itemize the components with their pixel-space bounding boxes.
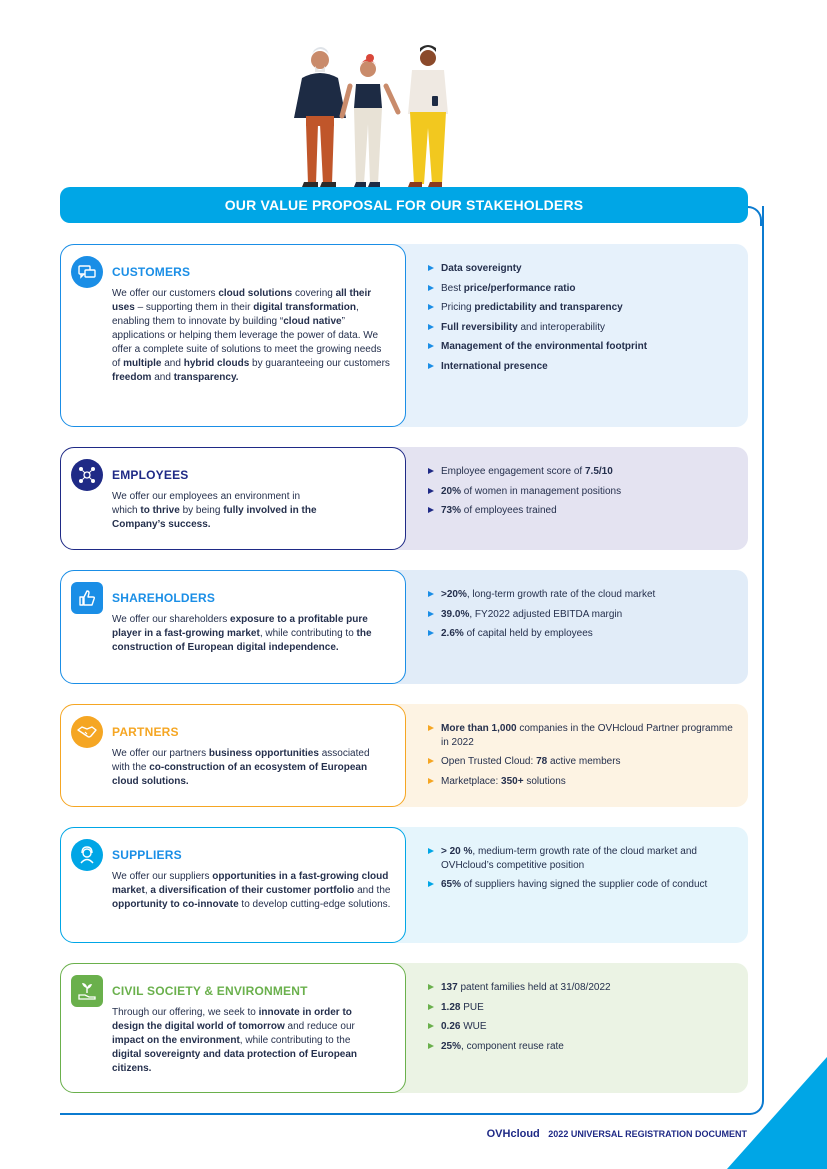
bullet-text	[441, 263, 522, 274]
text-run: WUE	[460, 1021, 487, 1033]
bullet-item	[428, 1001, 738, 1015]
text-run: to develop cutting-edge solutions.	[238, 899, 391, 910]
page-footer	[487, 1128, 747, 1140]
bullet-text	[441, 361, 548, 372]
bold-text: co-construction of an ecosystem of European cloud solutions.	[112, 762, 368, 787]
bold-text: 350+	[501, 775, 524, 787]
section-shareholders	[60, 570, 748, 684]
bold-text: 7.5/10	[584, 466, 613, 477]
text-run: and the	[354, 885, 391, 896]
bold-text: price/performance ratio	[463, 282, 576, 294]
text-run: , FY2022 adjusted EBITDA margin	[469, 608, 623, 620]
bullet-item	[428, 360, 738, 374]
bullet-text	[441, 302, 623, 313]
bold-text: opportunity to co-innovate	[112, 899, 239, 910]
bullet-item	[428, 588, 738, 602]
customers-title: CUSTOMERS	[112, 265, 191, 279]
bullet-item	[428, 262, 738, 276]
text-run: of suppliers having signed the supplier code of conduct	[461, 879, 708, 891]
section-partners	[60, 704, 748, 807]
text-run: covering	[292, 288, 336, 299]
bold-text: a diversification of their customer portfolio	[150, 885, 355, 896]
chat-bubbles-icon	[71, 256, 103, 288]
corner-decoration	[727, 1057, 827, 1169]
bold-text: opportunities in a fast-growing cloud market	[112, 871, 389, 896]
text-run: by being	[179, 505, 224, 516]
footer-brand: OVHcloud	[486, 1128, 540, 1140]
bullet-item	[428, 282, 738, 296]
employees-bullets	[428, 465, 738, 524]
bullet-text	[441, 486, 621, 497]
customers-card	[60, 244, 406, 427]
bold-text: cloud solutions	[218, 288, 293, 299]
shareholders-card	[60, 570, 406, 684]
suppliers-card	[60, 827, 406, 943]
text-run: of capital held by employees	[463, 628, 593, 640]
bold-text: freedom	[112, 372, 152, 383]
bullet-item	[428, 485, 738, 499]
bold-text: Full reversibility	[441, 321, 518, 333]
bullet-text	[441, 1041, 564, 1052]
text-run: , long-term growth rate of the cloud market	[466, 589, 656, 600]
text-run: , enabling them to innovate by building “	[112, 302, 359, 327]
bold-text: > 20 %	[441, 846, 473, 857]
page-title-banner	[60, 187, 748, 223]
bold-text: 2.6%	[441, 628, 464, 640]
text-run: and interoperability	[517, 321, 605, 333]
bold-text: 20%	[441, 485, 462, 497]
bullet-item	[428, 504, 738, 518]
bold-text: predictability and transparency	[474, 302, 623, 314]
partners-card	[60, 704, 406, 807]
text-run: of women in management positions	[461, 485, 622, 497]
bullet-text	[441, 756, 621, 767]
bullet-item	[428, 301, 738, 315]
section-civil-society	[60, 963, 748, 1093]
text-run: solutions	[523, 775, 566, 787]
civil-description	[112, 1006, 382, 1076]
bullet-item	[428, 775, 738, 789]
bold-text: 25%	[441, 1040, 462, 1052]
bold-text: Management of the environmental footprint	[441, 341, 648, 353]
bullet-text	[441, 322, 605, 333]
bold-text: the construction of European digital independence.	[112, 628, 372, 653]
bold-text: business opportunities	[208, 748, 319, 759]
bullet-text	[441, 879, 707, 890]
bold-text: innovate in order to design the digital world of tomorrow	[112, 1007, 352, 1032]
section-employees	[60, 447, 748, 550]
bullet-item	[428, 845, 738, 872]
text-run: active members	[547, 756, 621, 768]
text-run: companies in the OVHcloud Partner programme in 2022	[441, 723, 733, 748]
bold-text: transparency.	[173, 372, 239, 383]
bullet-text	[441, 283, 576, 294]
bold-text: cloud native	[283, 316, 342, 327]
bold-text: exposure to a profitable pure player in a fast-growing market	[112, 614, 368, 639]
bold-text: 39.0%	[441, 608, 470, 620]
employees-card	[60, 447, 406, 550]
bold-text: 137	[441, 982, 458, 993]
headset-person-icon	[71, 839, 103, 871]
bullet-item	[428, 321, 738, 335]
bullet-item	[428, 608, 738, 622]
bold-text: digital sovereignty and data protection of European citizens.	[112, 1049, 358, 1074]
section-customers	[60, 244, 748, 427]
bullet-text	[441, 341, 647, 352]
bold-text: More than 1,000	[441, 723, 517, 734]
footer-document-title: 2022 UNIVERSAL REGISTRATION DOCUMENT	[548, 1129, 747, 1139]
handshake-icon	[71, 716, 103, 748]
people-network-icon	[71, 459, 103, 491]
bullet-item	[428, 722, 738, 749]
stakeholders-illustration	[280, 40, 470, 190]
bullet-item	[428, 878, 738, 892]
civil-card	[60, 963, 406, 1093]
text-run: Pricing	[441, 302, 475, 314]
customers-description	[112, 287, 392, 385]
bullet-text	[441, 628, 593, 639]
bullet-item	[428, 465, 738, 479]
bold-text: 1.28	[441, 1001, 461, 1013]
text-run: Through our offering, we seek to	[112, 1007, 259, 1018]
text-run: – supporting them in their	[134, 302, 254, 313]
text-run: associated with the	[112, 748, 370, 773]
employees-description	[112, 490, 322, 532]
shareholders-bullets	[428, 588, 738, 647]
text-run: ,	[144, 885, 151, 896]
text-run: , component reuse rate	[461, 1040, 564, 1052]
bullet-item	[428, 627, 738, 641]
bullet-item	[428, 1040, 738, 1054]
text-run: Employee engagement score of	[441, 466, 585, 477]
suppliers-title: SUPPLIERS	[112, 848, 182, 862]
suppliers-bullets	[428, 845, 738, 898]
bullet-text	[441, 609, 622, 620]
bold-text: International presence	[441, 360, 548, 372]
bold-text: 78	[536, 756, 548, 768]
bold-text: 0.26	[441, 1021, 461, 1033]
bold-text: Data sovereignty	[441, 263, 522, 274]
thumbs-up-icon	[71, 582, 103, 614]
bullet-text	[441, 846, 697, 871]
bullet-text	[441, 982, 611, 993]
text-run: , while contributing to the	[239, 1035, 351, 1046]
text-run: of employees trained	[461, 505, 557, 517]
plant-hand-icon	[71, 975, 103, 1007]
text-run: Best	[441, 282, 464, 294]
civil-bullets	[428, 981, 738, 1059]
bullet-item	[428, 1020, 738, 1034]
section-suppliers	[60, 827, 748, 943]
text-run: Marketplace:	[441, 775, 502, 787]
bold-text: all their uses	[112, 288, 372, 313]
text-run: and	[151, 372, 174, 383]
text-run: We offer our customers	[112, 288, 219, 299]
text-run: patent families held at 31/08/2022	[457, 982, 611, 993]
text-run: We offer our shareholders	[112, 614, 231, 625]
bullet-item	[428, 981, 738, 995]
bullet-text	[441, 723, 733, 748]
text-run: , medium-term growth rate of the cloud market and OVHcloud’s competitive position	[441, 846, 697, 871]
bullet-item	[428, 755, 738, 769]
bold-text: >20%	[441, 589, 467, 600]
bold-text: hybrid clouds	[183, 358, 250, 369]
text-run: and reduce our	[284, 1021, 355, 1032]
bullet-text	[441, 505, 557, 516]
text-run: Open Trusted Cloud:	[441, 756, 537, 768]
customers-bullets	[428, 262, 738, 380]
text-run: We offer our employees an environment in which	[112, 491, 301, 516]
partners-bullets	[428, 722, 738, 794]
bold-text: to thrive	[140, 505, 180, 516]
text-run: , while contributing to	[259, 628, 357, 639]
partners-title: PARTNERS	[112, 725, 179, 739]
employees-title: EMPLOYEES	[112, 468, 189, 482]
bullet-text	[441, 1021, 487, 1032]
text-run: ” applications or helping them leverage the power of data. We offer a complete suite of solutions to meet the growing needs of	[112, 316, 382, 369]
page-title: OUR VALUE PROPOSAL FOR OUR STAKEHOLDERS	[224, 197, 584, 213]
text-run: We offer our suppliers	[112, 871, 213, 882]
civil-title: CIVIL SOCIETY & ENVIRONMENT	[112, 984, 308, 998]
bold-text: 65%	[441, 879, 462, 891]
suppliers-description	[112, 870, 392, 912]
bullet-text	[441, 466, 613, 477]
text-run: and	[161, 358, 184, 369]
bullet-text	[441, 1002, 484, 1013]
bold-text: digital transformation	[253, 302, 356, 313]
bullet-text	[441, 589, 655, 600]
partners-description	[112, 747, 387, 789]
bold-text: impact on the environment	[112, 1035, 240, 1046]
bold-text: multiple	[123, 358, 162, 369]
bullet-text	[441, 776, 566, 787]
bold-text: fully involved in the Company’s success.	[112, 505, 317, 530]
text-run: PUE	[460, 1001, 484, 1013]
shareholders-title: SHAREHOLDERS	[112, 591, 216, 605]
bullet-item	[428, 340, 738, 354]
bold-text: 73%	[441, 505, 462, 517]
shareholders-description	[112, 613, 392, 655]
text-run: We offer our partners	[112, 748, 209, 759]
text-run: by guaranteeing our customers	[249, 358, 390, 369]
